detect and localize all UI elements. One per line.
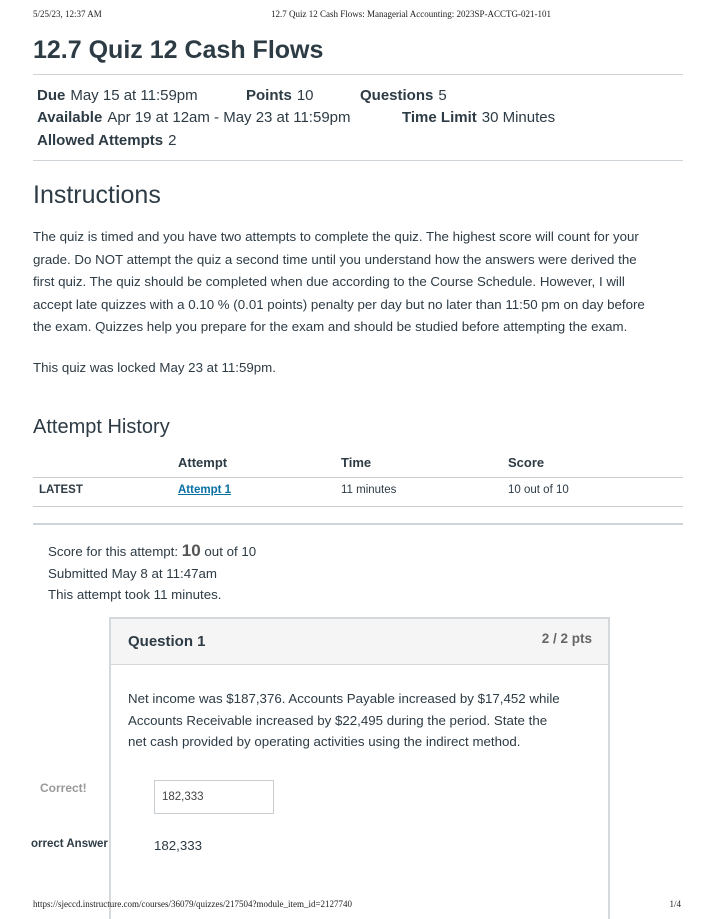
score-prefix: Score for this attempt: xyxy=(48,544,179,559)
due-value: May 15 at 11:59pm xyxy=(70,87,198,104)
question-text-line: Net income was $187,376. Accounts Payable increased by $17,452 while xyxy=(128,691,560,706)
question-text-line: Accounts Receivable increased by $22,495 during the period. State the xyxy=(128,712,548,728)
attempt-history-heading: Attempt History xyxy=(33,416,170,438)
instructions-line: The quiz is timed and you have two attempts to complete the quiz. The highest score will count for your xyxy=(33,229,639,244)
instructions-line: first quiz. The quiz should be completed when due according to the Course Schedule. However, I will xyxy=(33,274,625,289)
answer-value: 182,333 xyxy=(162,791,204,803)
question-header xyxy=(111,619,608,665)
answer-field[interactable] xyxy=(154,780,274,814)
column-header-time: Time xyxy=(341,455,372,470)
instructions-line: accept late quizzes with a 0.10 % (0.01 points) penalty per day but no later than 11:50 pm on day before xyxy=(33,296,645,312)
available-value: Apr 19 at 12am - May 23 at 11:59pm xyxy=(107,109,351,126)
locked-note: This quiz was locked May 23 at 11:59pm. xyxy=(33,360,276,375)
column-header-attempt: Attempt xyxy=(178,455,228,470)
time-limit-value: 30 Minutes xyxy=(481,109,556,126)
time-limit-label: Time Limit xyxy=(402,109,477,126)
score-line xyxy=(48,541,256,561)
available-label: Available xyxy=(37,109,103,126)
page-number: 1/4 xyxy=(669,899,681,909)
print-footer xyxy=(33,899,681,909)
page-title: 12.7 Quiz 12 Cash Flows xyxy=(33,36,324,64)
score-suffix: out of 10 xyxy=(204,544,257,559)
attempt-time: 11 minutes xyxy=(341,484,397,496)
submitted-line: Submitted May 8 at 11:47am xyxy=(48,566,218,581)
questions-value: 5 xyxy=(438,87,447,104)
allowed-attempts-value: 2 xyxy=(168,132,177,149)
points-label: Points xyxy=(246,87,292,104)
question-title: Question 1 xyxy=(128,633,206,650)
question-text xyxy=(128,688,596,753)
print-header xyxy=(33,9,681,21)
duration-line: This attempt took 11 minutes. xyxy=(48,587,222,602)
question-card xyxy=(109,617,610,919)
instructions-line: the exam. Quizzes help you prepare for the exam and should be studied before attempting the exam. xyxy=(33,319,628,334)
instructions-line: grade. Do NOT attempt the quiz a second time until you understand how the answers were derived the xyxy=(33,251,637,267)
instructions-text xyxy=(33,226,685,339)
question-text-line: net cash provided by operating activities using the indirect method. xyxy=(128,734,521,749)
questions-label: Questions xyxy=(360,87,434,104)
attempt-1-link[interactable]: Attempt 1 xyxy=(178,484,232,496)
correct-label: Correct! xyxy=(40,781,87,795)
allowed-attempts-label: Allowed Attempts xyxy=(37,132,164,149)
attempt-score: 10 out of 10 xyxy=(508,484,569,496)
time-limit-detail xyxy=(402,109,555,126)
print-url: https://sjeccd.instructure.com/courses/36079/quizzes/217504?module_item_id=2127740 xyxy=(33,899,353,909)
correct-answer-label: orrect Answer xyxy=(31,838,108,850)
points-value: 10 xyxy=(296,87,314,104)
allowed-attempts-detail xyxy=(37,132,176,149)
score-value: 10 xyxy=(181,541,201,560)
questions-detail xyxy=(360,87,447,104)
points-detail xyxy=(246,87,314,104)
correct-answer-value: 182,333 xyxy=(154,838,203,853)
column-header-score: Score xyxy=(508,455,545,470)
print-title: 12.7 Quiz 12 Cash Flows: Managerial Accounting: 2023SP-ACCTG-021-101 xyxy=(271,9,551,19)
latest-tag: LATEST xyxy=(39,484,83,496)
divider xyxy=(33,74,683,75)
print-datetime: 5/25/23, 12:37 AM xyxy=(33,9,102,19)
instructions-heading: Instructions xyxy=(33,181,161,209)
due-detail xyxy=(37,87,198,104)
available-detail xyxy=(37,109,351,126)
due-label: Due xyxy=(37,87,66,104)
divider xyxy=(33,160,683,161)
divider xyxy=(33,523,683,525)
question-points: 2 / 2 pts xyxy=(541,631,592,646)
